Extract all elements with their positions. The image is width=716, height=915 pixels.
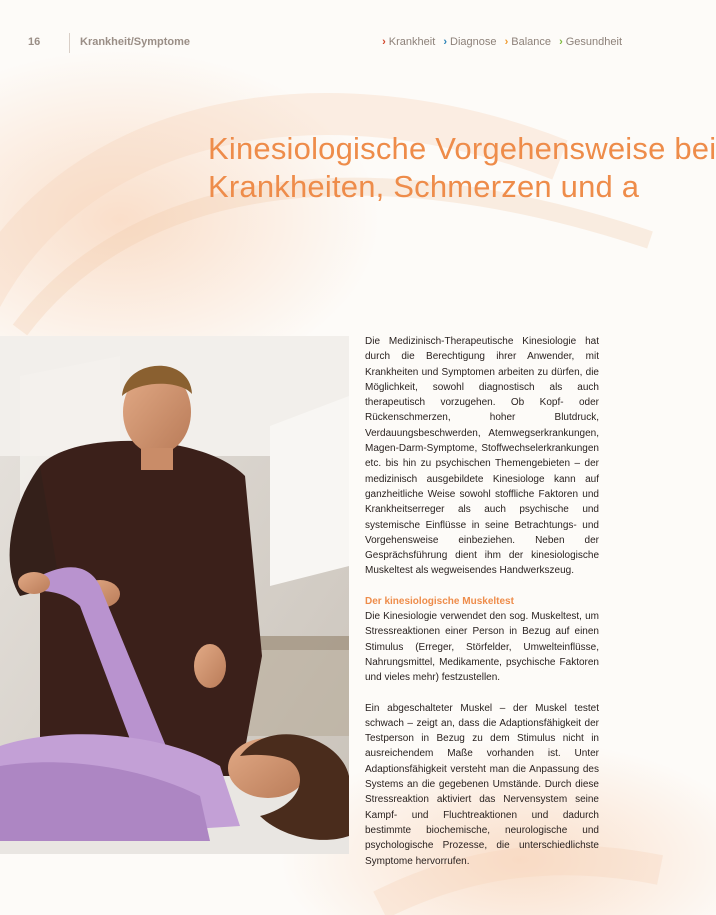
title-line-1: Kinesiologische Vorgehensweise bei [208,131,716,166]
page-title [208,130,716,206]
breadcrumb-item-gesundheit: Gesundheit [565,36,622,48]
body-paragraph-2: Die Kinesiologie verwendet den sog. Muskeltest, um Stressreaktionen einer Person in Bezug auf einen Stimulus (Erreger, Störfelder, Umwelteinflüsse, Nahrungsmittel, Medikamente, psychische Faktoren und vieles mehr) festzustellen. [365,611,599,684]
header-divider [69,33,70,53]
therapy-photo [0,336,349,854]
article-body [365,334,599,869]
subheading-muskeltest: Der kinesiologische Muskeltest [365,595,514,607]
body-paragraph-3: Ein abgeschalteter Muskel – der Muskel testet schwach – zeigt an, dass die Adaptionsfähigkeit der Testperson in Bezug zu dem Stimulus nicht in ausreichendem Maße vorhanden ist. Unter Adaptionsfähigkeit versteht man die Anpassung des Systems an die gegebenen Umstände. Durch diese Stressreaktion aktiviert das Nervensystem seine Kampf- und Fluchtreaktionen und dadurch bestimmte biochemische, neurologische und psychologische Prozesse, die unterschiedlichste Symptome hervorrufen. [365,702,599,867]
title-line-2: Krankheiten, Schmerzen und a [208,169,640,204]
breadcrumb-item-balance: Balance [511,36,551,48]
chevron-right-icon: › [382,36,386,48]
chevron-right-icon: › [443,36,448,48]
breadcrumb-item-diagnose: Diagnose [450,36,497,48]
page-number: 16 [28,36,41,48]
chevron-right-icon: › [504,36,509,48]
breadcrumb [377,36,622,48]
chevron-right-icon: › [559,36,563,48]
breadcrumb-item-krankheit: Krankheit [388,36,436,48]
page-header [28,33,622,53]
body-paragraph-1: Die Medizinisch-Therapeutische Kinesiologie hat durch die Berechtigung ihrer Anwender, mit Krankheiten und Symptomen arbeiten zu dürfen, die Möglichkeit, sowohl diagnostisch als auch therapeutisch vorzugehen. Ob Kopf- oder Rückenschmerzen, hoher Blutdruck, Verdauungsbeschwerden, Atemwegserkrankungen, Magen-Darm-Symptome, Stoffwechselerkrankungen etc. bis hin zu psychischen Themengebieten – der medizinisch ausgebildete Kinesiologe kann auf ganzheitliche Weise sowohl stoffliche Faktoren und Krankheitserreger als auch psychische und systemische Einflüsse in seine Betrachtungs- und Vorgehensweise einbeziehen. Neben der Gesprächsführung dient ihm der kinesiologische Muskeltest als wegweisendes Handwerkszeug. [365,336,599,577]
section-title: Krankheit/Symptome [80,36,191,48]
